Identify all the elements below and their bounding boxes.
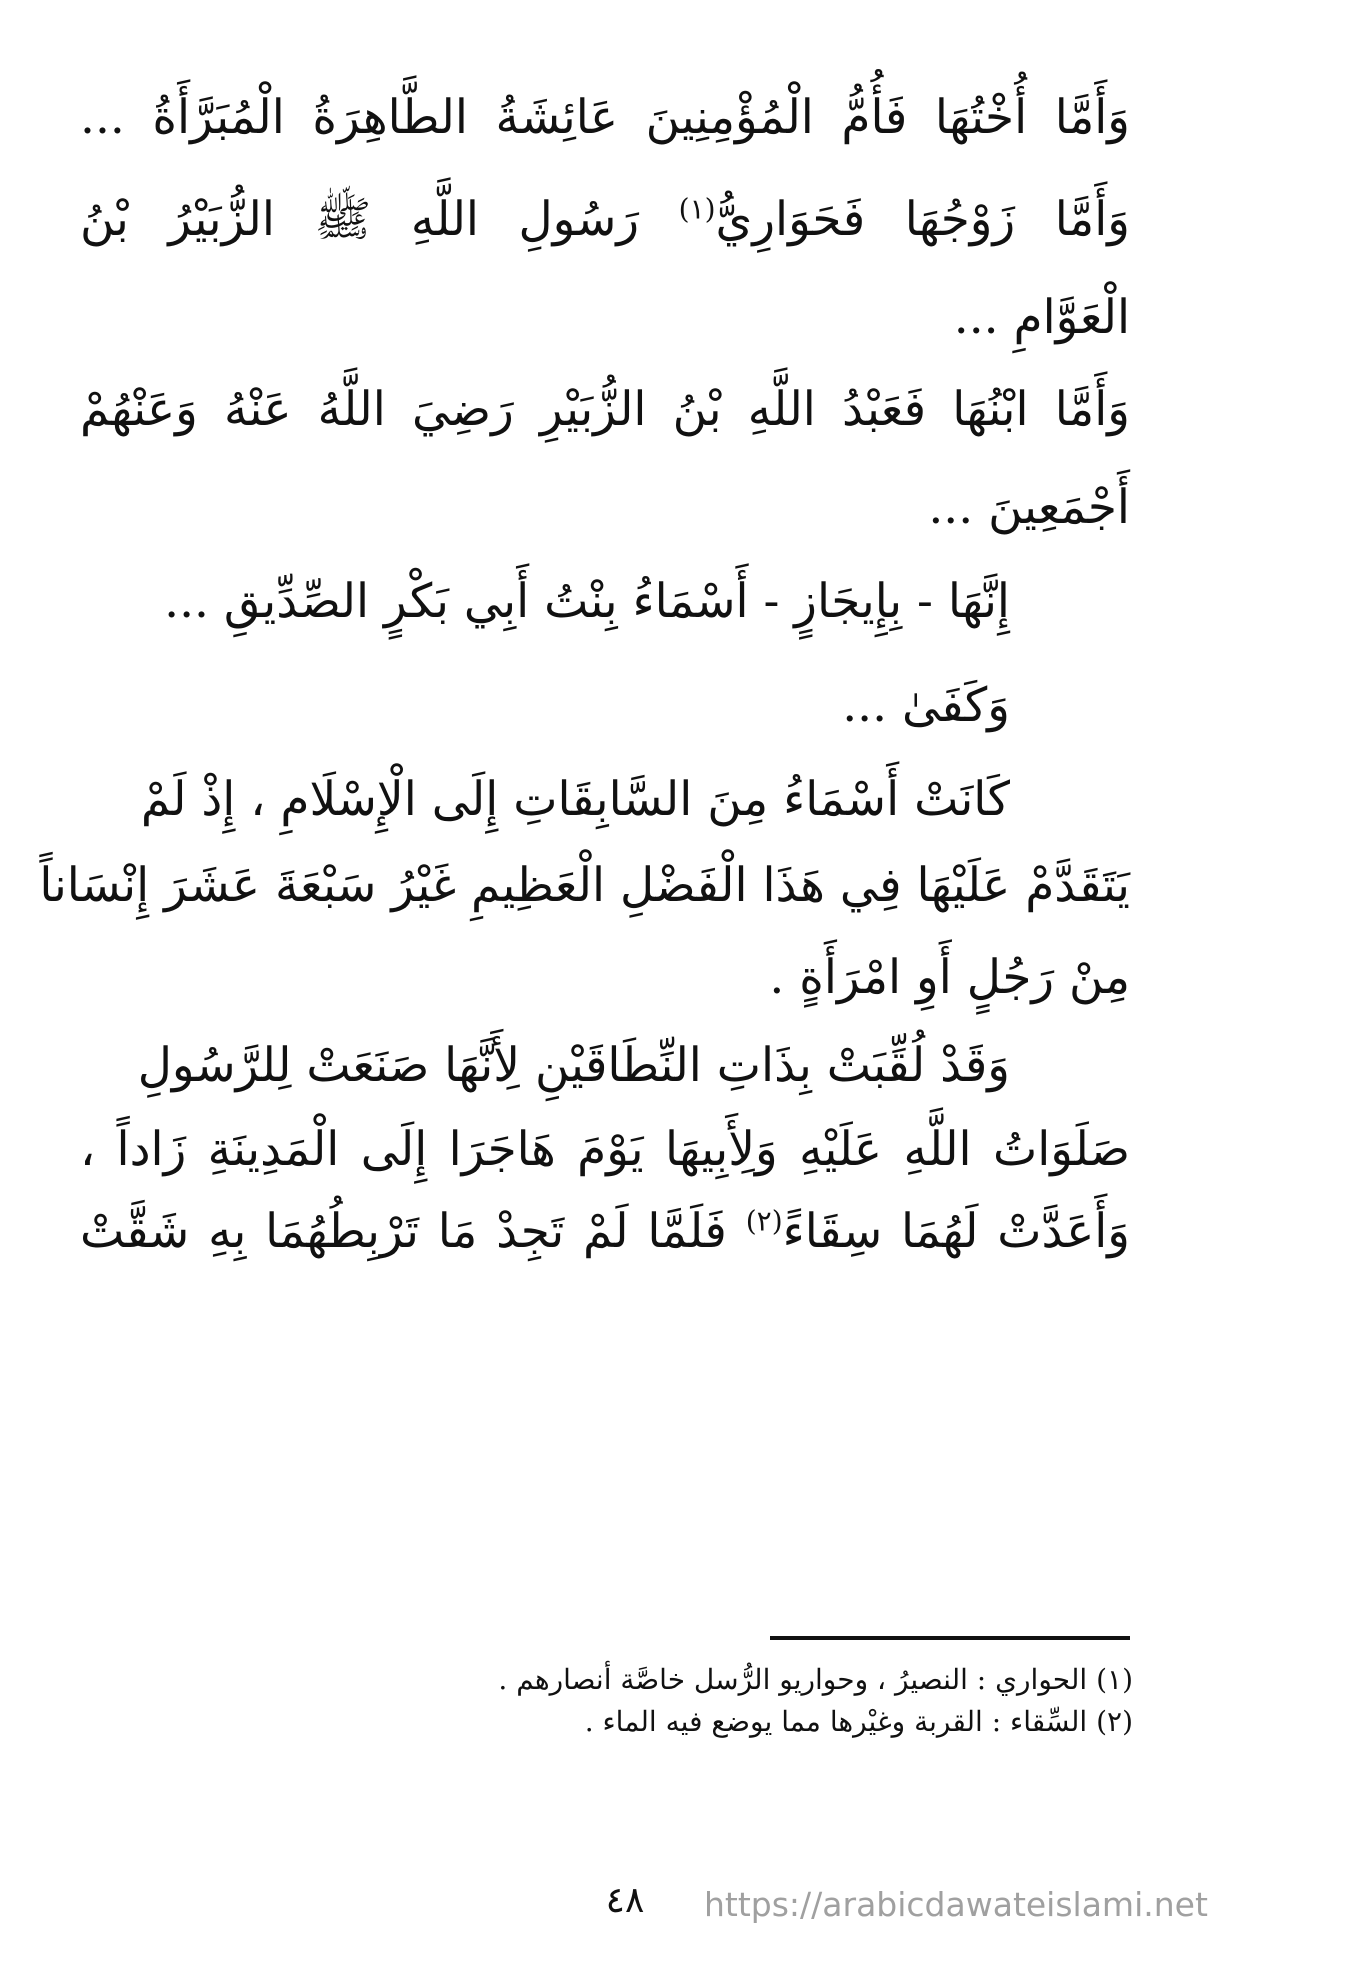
text-line-7: وَكَفَىٰ ... — [842, 678, 1010, 733]
text-line-6: إِنَّهَا - بِإِيجَازٍ - أَسْمَاءُ بِنْتُ أَبِي بَكْرٍ الصِّدِّيقِ ... — [164, 574, 1010, 629]
text-line-9: يَتَقَدَّمْ عَلَيْهَا فِي هَذَا الْفَضْلِ الْعَظِيمِ غَيْرُ سَبْعَةَ عَشَرَ إِنْسَاناً — [39, 858, 1130, 913]
footnote-ref-2: (٢) — [745, 1204, 783, 1238]
page-number: ٤٨ — [605, 1880, 645, 1921]
text-line-10: مِنْ رَجُلٍ أَوِ امْرَأَةٍ . — [769, 950, 1130, 1005]
text-line-11: وَقَدْ لُقِّبَتْ بِذَاتِ النِّطَاقَيْنِ لِأَنَّهَا صَنَعَتْ لِلرَّسُولِ — [137, 1038, 1010, 1093]
text-line-13 — [80, 1202, 1130, 1262]
text-line-8: كَانَتْ أَسْمَاءُ مِنَ السَّابِقَاتِ إِلَى الْإِسْلَامِ ، إِذْ لَمْ — [140, 772, 1010, 827]
text-line-2-part-b: رَسُولِ اللَّهِ ﷺ الزُّبَيْرُ بْنُ — [80, 192, 640, 247]
text-line-13-part-b: فَلَمَّا لَمْ تَجِدْ مَا تَرْبِطُهُمَا بِهِ شَقَّتْ — [80, 1204, 727, 1259]
footnote-1: (١) الحواري : النصيرُ ، وحواريو الرُّسل خاصَّة أنصارهم . — [498, 1663, 1133, 1696]
text-line-3: الْعَوَّامِ ... — [953, 290, 1130, 345]
text-line-12: صَلَوَاتُ اللَّهِ عَلَيْهِ وَلِأَبِيهَا يَوْمَ هَاجَرَا إِلَى الْمَدِينَةِ زَاداً ، — [80, 1122, 1130, 1177]
text-line-2-part-a: وَأَمَّا زَوْجُهَا فَحَوَارِيُّ — [715, 192, 1130, 247]
text-line-13-part-a: وَأَعَدَّتْ لَهُمَا سِقَاءً — [782, 1204, 1130, 1259]
text-line-5: أَجْمَعِينَ ... — [928, 480, 1130, 535]
text-line-1: وَأَمَّا أُخْتُهَا فَأُمُّ الْمُؤْمِنِينَ عَائِشَةُ الطَّاهِرَةُ الْمُبَرَّأَةُ ... — [80, 90, 1130, 145]
text-line-2 — [80, 190, 1130, 250]
main-text — [39, 0, 1130, 1300]
footnote-2: (٢) السِّقاء : القربة وغيْرها مما يوضع فيه الماء . — [584, 1705, 1133, 1738]
watermark-url: https://arabicdawateislami.net — [704, 1885, 1208, 1924]
footnote-separator — [770, 1636, 1130, 1640]
text-line-4: وَأَمَّا ابْنُهَا فَعَبْدُ اللَّهِ بْنُ الزُّبَيْرِ رَضِيَ اللَّهُ عَنْهُ وَعَنْهُمْ — [80, 382, 1130, 437]
footnote-ref-1: (١) — [678, 192, 716, 226]
